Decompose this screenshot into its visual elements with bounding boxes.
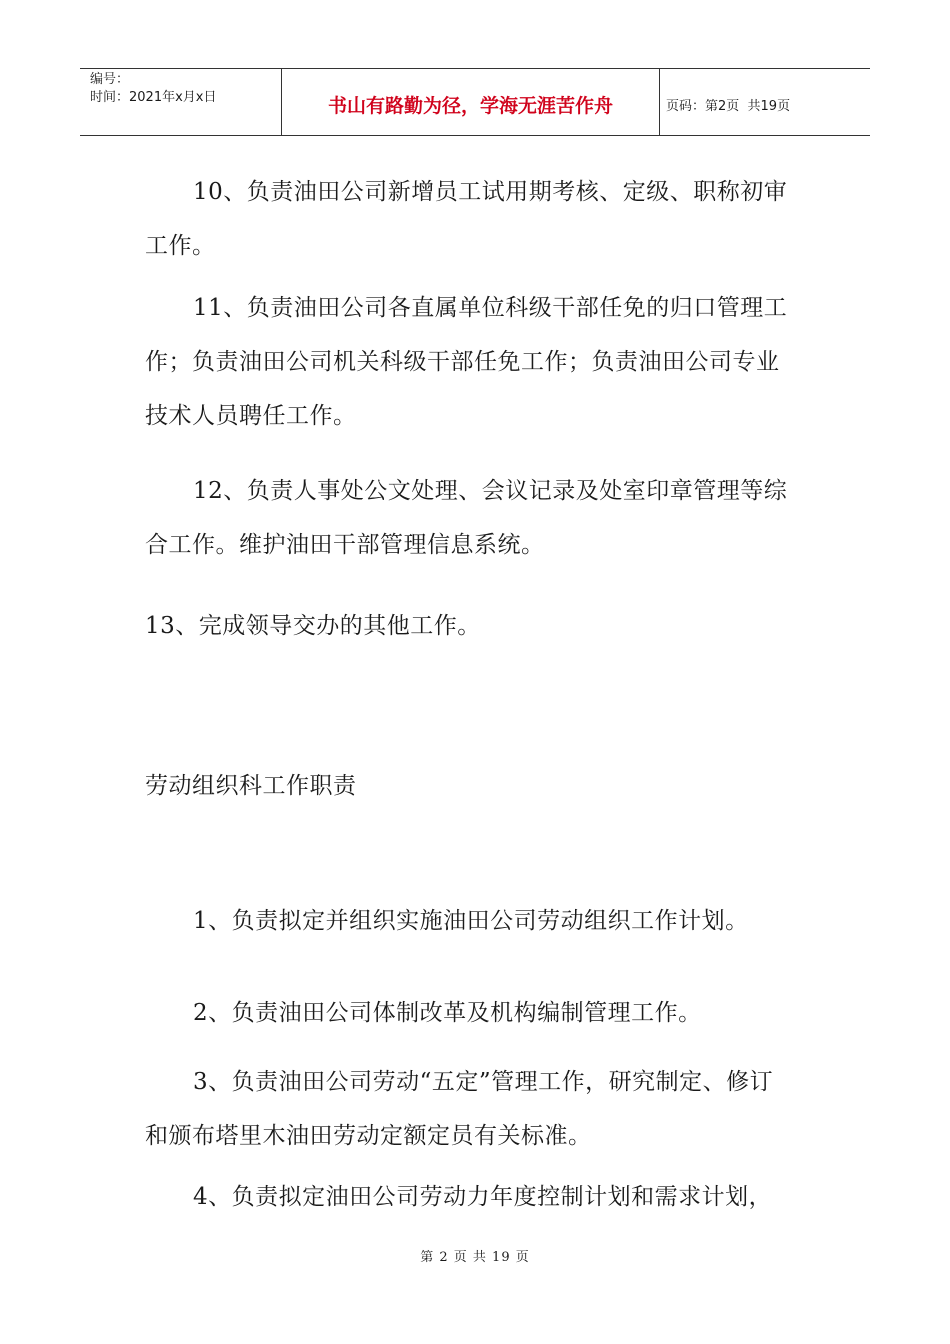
paragraph-item-13: 13、完成领导交办的其他工作。 — [145, 613, 481, 639]
header-page-info: 页码：第2页 共19页 — [666, 98, 791, 114]
document-time-label: 时间：2021年x月x日 — [90, 90, 217, 105]
paragraph-item-2: 2、负责油田公司体制改革及机构编制管理工作。 — [193, 1000, 702, 1026]
paragraph-item-12: 12、负责人事处公文处理、会议记录及处室印章管理等综合工作。维护油田干部管理信息系统。 — [145, 478, 788, 558]
paragraph-item-4: 4、负责拟定油田公司劳动力年度控制计划和需求计划， — [193, 1184, 773, 1210]
paragraph-item-11: 11、负责油田公司各直属单位科级干部任免的归口管理工作；负责油田公司机关科级干部任免工作；负责油田公司专业技术人员聘任工作。 — [145, 295, 788, 429]
header-motto-cell — [282, 69, 660, 135]
paragraph-item-1: 1、负责拟定并组织实施油田公司劳动组织工作计划。 — [193, 908, 749, 934]
header-motto: 书山有路勤为径，学海无涯苦作舟 — [327, 94, 613, 117]
paragraph-item-10: 10、负责油田公司新增员工试用期考核、定级、职称初审工作。 — [145, 179, 788, 259]
document-header — [80, 68, 870, 136]
section-heading: 劳动组织科工作职责 — [145, 773, 357, 799]
paragraph-item-3: 3、负责油田公司劳动“五定”管理工作，研究制定、修订和颁布塔里木油田劳动定额定员有关标准。 — [145, 1069, 774, 1149]
header-page-cell — [660, 69, 870, 135]
page-footer: 第 2 页 共 19 页 — [420, 1250, 530, 1265]
document-number-label: 编号： — [90, 72, 130, 87]
header-meta-cell — [80, 69, 282, 135]
